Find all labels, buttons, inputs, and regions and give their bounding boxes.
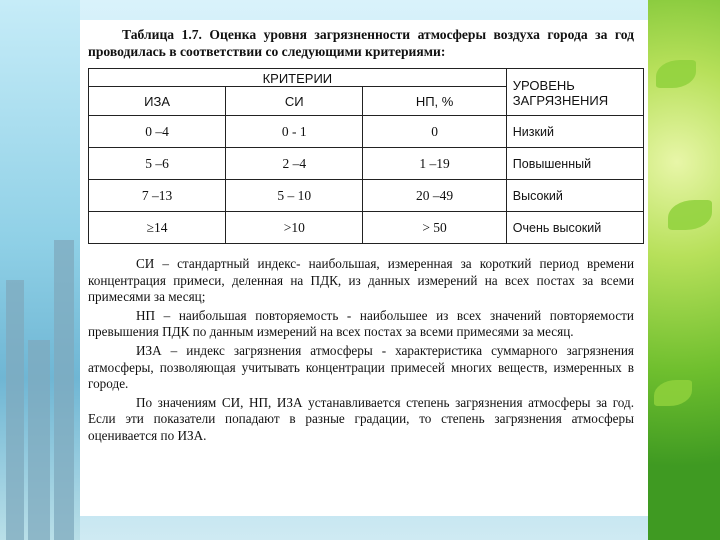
leaf-shape (654, 380, 692, 406)
leaf-shape (656, 60, 696, 88)
cell-iza: ≥14 (89, 212, 226, 244)
document-title: Таблица 1.7. Оценка уровня загрязненности атмосферы воздуха города за год проводилась в соответствии со следующими критериями: (88, 27, 634, 59)
cell-iza: 5 –6 (89, 148, 226, 180)
table-header-row (89, 69, 644, 87)
notes-section (88, 256, 634, 445)
cell-np: > 50 (363, 212, 506, 244)
leaf-shape (668, 200, 712, 230)
cell-si: 0 - 1 (226, 116, 363, 148)
cell-level: Высокий (506, 180, 643, 212)
column-header-np: НП, % (363, 87, 506, 116)
cell-level: Низкий (506, 116, 643, 148)
building-shape (54, 240, 74, 540)
cell-iza: 7 –13 (89, 180, 226, 212)
cell-si: >10 (226, 212, 363, 244)
building-shape (6, 280, 24, 540)
table-row (89, 148, 644, 180)
background-foliage-right (648, 0, 720, 540)
level-header: УРОВЕНЬ ЗАГРЯЗНЕНИЯ (506, 69, 643, 116)
table-row (89, 116, 644, 148)
cell-level: Очень высокий (506, 212, 643, 244)
cell-iza: 0 –4 (89, 116, 226, 148)
cell-np: 0 (363, 116, 506, 148)
pollution-criteria-table (88, 68, 644, 244)
cell-np: 20 –49 (363, 180, 506, 212)
cell-np: 1 –19 (363, 148, 506, 180)
document-page (80, 20, 648, 516)
cell-si: 2 –4 (226, 148, 363, 180)
table-row (89, 212, 644, 244)
cell-level: Повышенный (506, 148, 643, 180)
criteria-group-header: КРИТЕРИИ (89, 69, 507, 87)
note-paragraph: НП – наибольшая повторяемость - наибольшее из всех значений повторяемости превышения ПДК по данным измерений на всех постах за всеми примесями за месяц. (88, 307, 634, 340)
cell-si: 5 – 10 (226, 180, 363, 212)
column-header-iza: ИЗА (89, 87, 226, 116)
background-city-left (0, 0, 80, 540)
table-row (89, 180, 644, 212)
note-paragraph: По значениям СИ, НП, ИЗА устанавливается степень загрязнения атмосферы за год. Если эти показатели попадают в разные градации, то степень загрязнения атмосферы оценивается по ИЗА. (88, 394, 634, 443)
column-header-si: СИ (226, 87, 363, 116)
note-paragraph: СИ – стандартный индекс- наибольшая, измеренная за короткий период времени концентрация примеси, деленная на ПДК, из данных измерений на всех постах за всеми примесями за месяц; (88, 256, 634, 305)
note-paragraph: ИЗА – индекс загрязнения атмосферы - характеристика суммарного загрязнения атмосферы, позволяющая учитывать концентрации примесей многих веществ, измеренных в городе. (88, 342, 634, 392)
building-shape (28, 340, 50, 540)
